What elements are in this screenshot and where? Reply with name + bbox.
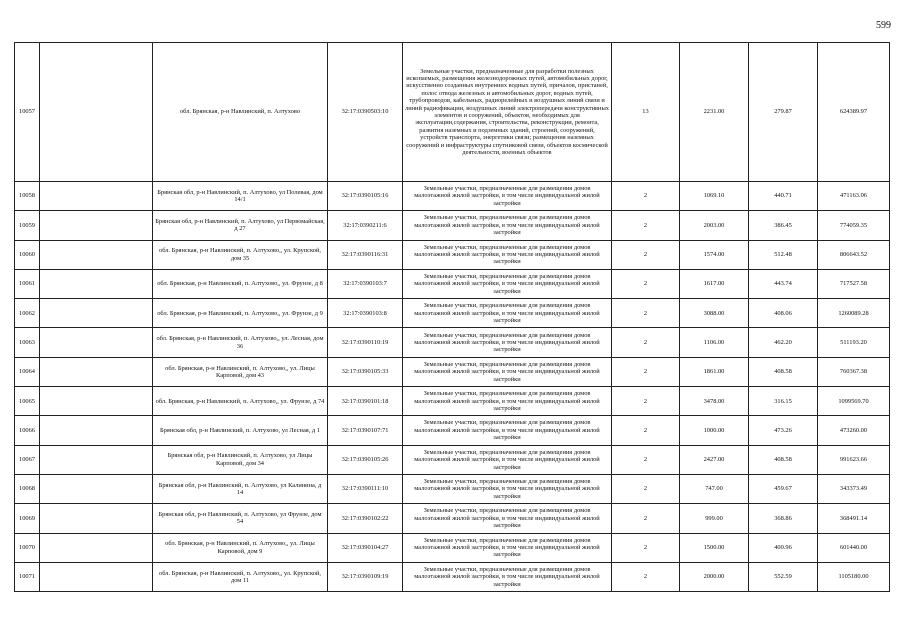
land-use-cell: Земельные участки, предназначенные для разработки полезных ископаемых, размещения железнодорожных путей, автомобильных дорог, искусственно созданных внутренних водных путей, причалов, пристаней, полос отвода железных и автомобильных дорог, водных путей, трубопроводов, кабельных, радиорелейных и воздушных линий связи и линий радиофикации, воздушных линий электропередачи конструктивных элементов и сооружений, объектов, необходимых для эксплуатации,содержания, строительства, реконструкции, ремонта, развития наземных и подземных зданий, строений, сооружений, устройств транспорта, энергетики связи; размещения наземных сооружений и инфраструктуры спутниковой связи, объектов космической деятельности, военных объектов	[403, 43, 612, 182]
table-row	[15, 357, 890, 386]
area-cell: 1861.00	[680, 357, 749, 386]
specific-value-cell: 316.15	[749, 387, 818, 416]
page-number: 599	[876, 20, 891, 31]
address-cell: Брянская обл, р-н Навлинский, п. Алтухово, ул Лесная, д 1	[153, 416, 328, 445]
cadastral-number-cell: 32:17:0390211:6	[328, 211, 403, 240]
address-cell: обл. Брянская, р-н Навлинский, п. Алтухово,, ул. Фрунзе, д 8	[153, 269, 328, 298]
area-cell: 747.00	[680, 474, 749, 503]
address-cell: обл. Брянская, р-н Навлинский, п. Алтухово,, ул. Лицы Карповой, дом 43	[153, 357, 328, 386]
cadastral-value-cell: 774059.35	[818, 211, 890, 240]
cadastral-value-cell: 511193.20	[818, 328, 890, 357]
address-cell: обл. Брянская, р-н Навлинский, п. Алтухово,, ул. Лицы Карповой, дом 9	[153, 533, 328, 562]
table-row	[15, 240, 890, 269]
address-cell: обл. Брянская, р-н Навлинский, п. Алтухово,, ул. Фрунзе, д 74	[153, 387, 328, 416]
blank-cell	[40, 269, 153, 298]
land-use-cell: Земельные участки, предназначенные для размещения домов малоэтажной жилой застройки, в том числе индивидуальной жилой застройки	[403, 269, 612, 298]
group-cell: 2	[612, 533, 680, 562]
specific-value-cell: 512.48	[749, 240, 818, 269]
cadastral-value-cell: 991623.66	[818, 445, 890, 474]
cadastral-value-table	[14, 42, 890, 592]
address-cell: Брянская обл, р-н Навлинский, п. Алтухово, ул Калинина, д 14	[153, 474, 328, 503]
cadastral-number-cell: 32:17:0390102:22	[328, 504, 403, 533]
land-use-cell: Земельные участки, предназначенные для размещения домов малоэтажной жилой застройки, в том числе индивидуальной жилой застройки	[403, 445, 612, 474]
row-id: 10064	[15, 357, 40, 386]
land-use-cell: Земельные участки, предназначенные для размещения домов малоэтажной жилой застройки, в том числе индивидуальной жилой застройки	[403, 562, 612, 591]
address-cell: Брянская обл, р-н Навлинский, п. Алтухово, ул Полевая, дом 14/1	[153, 182, 328, 211]
cadastral-number-cell: 32:17:0390105:16	[328, 182, 403, 211]
blank-cell	[40, 211, 153, 240]
area-cell: 2427.00	[680, 445, 749, 474]
blank-cell	[40, 416, 153, 445]
specific-value-cell: 552.59	[749, 562, 818, 591]
address-cell: Брянская обл, р-н Навлинский, п. Алтухово, ул Первомайская, д 27	[153, 211, 328, 240]
cadastral-value-cell: 471163.06	[818, 182, 890, 211]
group-cell: 2	[612, 182, 680, 211]
specific-value-cell: 400.96	[749, 533, 818, 562]
land-use-cell: Земельные участки, предназначенные для размещения домов малоэтажной жилой застройки, в том числе индивидуальной жилой застройки	[403, 211, 612, 240]
group-cell: 2	[612, 474, 680, 503]
area-cell: 1069.10	[680, 182, 749, 211]
row-id: 10066	[15, 416, 40, 445]
cadastral-value-cell: 368491.14	[818, 504, 890, 533]
cadastral-number-cell: 32:17:0390111:10	[328, 474, 403, 503]
land-use-cell: Земельные участки, предназначенные для размещения домов малоэтажной жилой застройки, в том числе индивидуальной жилой застройки	[403, 299, 612, 328]
area-cell: 1500.00	[680, 533, 749, 562]
table-body	[15, 43, 890, 592]
table-row	[15, 474, 890, 503]
cadastral-number-cell: 32:17:0390116:31	[328, 240, 403, 269]
blank-cell	[40, 387, 153, 416]
blank-cell	[40, 182, 153, 211]
cadastral-number-cell: 32:17:0390101:18	[328, 387, 403, 416]
blank-cell	[40, 533, 153, 562]
land-use-cell: Земельные участки, предназначенные для размещения домов малоэтажной жилой застройки, в том числе индивидуальной жилой застройки	[403, 357, 612, 386]
group-cell: 2	[612, 416, 680, 445]
group-cell: 2	[612, 211, 680, 240]
row-id: 10068	[15, 474, 40, 503]
area-cell: 3088.00	[680, 299, 749, 328]
specific-value-cell: 440.71	[749, 182, 818, 211]
cadastral-number-cell: 32:17:0390107:71	[328, 416, 403, 445]
row-id: 10067	[15, 445, 40, 474]
group-cell: 2	[612, 328, 680, 357]
address-cell: обл. Брянская, р-н Навлинский, п. Алтухово	[153, 43, 328, 182]
cadastral-number-cell: 32:17:0390104:27	[328, 533, 403, 562]
row-id: 10059	[15, 211, 40, 240]
area-cell: 1574.00	[680, 240, 749, 269]
cadastral-number-cell: 32:17:0390103:8	[328, 299, 403, 328]
blank-cell	[40, 504, 153, 533]
row-id: 10062	[15, 299, 40, 328]
address-cell: обл. Брянская, р-н Навлинский, п. Алтухово,, ул. Крупской, дом 35	[153, 240, 328, 269]
cadastral-number-cell: 32:17:0390103:7	[328, 269, 403, 298]
land-use-cell: Земельные участки, предназначенные для размещения домов малоэтажной жилой застройки, в том числе индивидуальной жилой застройки	[403, 533, 612, 562]
land-use-cell: Земельные участки, предназначенные для размещения домов малоэтажной жилой застройки, в том числе индивидуальной жилой застройки	[403, 504, 612, 533]
blank-cell	[40, 299, 153, 328]
cadastral-number-cell: 32:17:0390503:10	[328, 43, 403, 182]
table-row	[15, 562, 890, 591]
blank-cell	[40, 328, 153, 357]
land-use-cell: Земельные участки, предназначенные для размещения домов малоэтажной жилой застройки, в том числе индивидуальной жилой застройки	[403, 387, 612, 416]
blank-cell	[40, 240, 153, 269]
land-use-cell: Земельные участки, предназначенные для размещения домов малоэтажной жилой застройки, в том числе индивидуальной жилой застройки	[403, 240, 612, 269]
row-id: 10063	[15, 328, 40, 357]
specific-value-cell: 408.58	[749, 445, 818, 474]
specific-value-cell: 408.06	[749, 299, 818, 328]
address-cell: обл. Брянская, р-н Навлинский, п. Алтухово,, ул. Лесная, дом 36	[153, 328, 328, 357]
specific-value-cell: 443.74	[749, 269, 818, 298]
cadastral-value-cell: 1260089.28	[818, 299, 890, 328]
table-row	[15, 387, 890, 416]
area-cell: 3478.00	[680, 387, 749, 416]
table-row	[15, 211, 890, 240]
table-row	[15, 533, 890, 562]
cadastral-value-cell: 1099569.70	[818, 387, 890, 416]
cadastral-value-cell: 624389.97	[818, 43, 890, 182]
table-row	[15, 299, 890, 328]
cadastral-value-cell: 717527.58	[818, 269, 890, 298]
cadastral-number-cell: 32:17:0390105:26	[328, 445, 403, 474]
table-row	[15, 43, 890, 182]
area-cell: 2231.00	[680, 43, 749, 182]
table-row	[15, 445, 890, 474]
row-id: 10070	[15, 533, 40, 562]
table-row	[15, 328, 890, 357]
row-id: 10060	[15, 240, 40, 269]
group-cell: 2	[612, 299, 680, 328]
cadastral-value-cell: 343373.49	[818, 474, 890, 503]
area-cell: 2000.00	[680, 562, 749, 591]
cadastral-number-cell: 32:17:0390109:19	[328, 562, 403, 591]
specific-value-cell: 473.26	[749, 416, 818, 445]
table-row	[15, 416, 890, 445]
row-id: 10058	[15, 182, 40, 211]
cadastral-number-cell: 32:17:0390110:19	[328, 328, 403, 357]
land-use-cell: Земельные участки, предназначенные для размещения домов малоэтажной жилой застройки, в том числе индивидуальной жилой застройки	[403, 328, 612, 357]
specific-value-cell: 386.45	[749, 211, 818, 240]
address-cell: Брянская обл, р-н Навлинский, п. Алтухово, ул Лицы Карповой, дом 34	[153, 445, 328, 474]
blank-cell	[40, 562, 153, 591]
cadastral-value-cell: 601440.00	[818, 533, 890, 562]
land-use-cell: Земельные участки, предназначенные для размещения домов малоэтажной жилой застройки, в том числе индивидуальной жилой застройки	[403, 474, 612, 503]
group-cell: 2	[612, 445, 680, 474]
address-cell: обл. Брянская, р-н Навлинский, п. Алтухово,, ул. Крупской, дом 11	[153, 562, 328, 591]
address-cell: Брянская обл, р-н Навлинский, п. Алтухово, ул Фрунзе, дом 54	[153, 504, 328, 533]
group-cell: 2	[612, 269, 680, 298]
specific-value-cell: 368.86	[749, 504, 818, 533]
cadastral-value-cell: 1105180.00	[818, 562, 890, 591]
area-cell: 1000.00	[680, 416, 749, 445]
group-cell: 2	[612, 504, 680, 533]
blank-cell	[40, 445, 153, 474]
land-use-cell: Земельные участки, предназначенные для размещения домов малоэтажной жилой застройки, в том числе индивидуальной жилой застройки	[403, 182, 612, 211]
row-id: 10069	[15, 504, 40, 533]
group-cell: 2	[612, 387, 680, 416]
group-cell: 2	[612, 357, 680, 386]
cadastral-value-cell: 806643.52	[818, 240, 890, 269]
specific-value-cell: 459.67	[749, 474, 818, 503]
specific-value-cell: 408.58	[749, 357, 818, 386]
blank-cell	[40, 43, 153, 182]
area-cell: 999.00	[680, 504, 749, 533]
table-row	[15, 269, 890, 298]
blank-cell	[40, 357, 153, 386]
address-cell: обл. Брянская, р-н Навлинский, п. Алтухово,, ул. Фрунзе, д 9	[153, 299, 328, 328]
land-use-cell: Земельные участки, предназначенные для размещения домов малоэтажной жилой застройки, в том числе индивидуальной жилой застройки	[403, 416, 612, 445]
cadastral-value-cell: 473260.00	[818, 416, 890, 445]
table-row	[15, 504, 890, 533]
group-cell: 13	[612, 43, 680, 182]
cadastral-number-cell: 32:17:0390105:33	[328, 357, 403, 386]
row-id: 10065	[15, 387, 40, 416]
cadastral-value-cell: 760367.38	[818, 357, 890, 386]
blank-cell	[40, 474, 153, 503]
specific-value-cell: 279.87	[749, 43, 818, 182]
area-cell: 1617.00	[680, 269, 749, 298]
specific-value-cell: 462.20	[749, 328, 818, 357]
group-cell: 2	[612, 562, 680, 591]
row-id: 10057	[15, 43, 40, 182]
row-id: 10061	[15, 269, 40, 298]
group-cell: 2	[612, 240, 680, 269]
area-cell: 1106.00	[680, 328, 749, 357]
row-id: 10071	[15, 562, 40, 591]
area-cell: 2003.00	[680, 211, 749, 240]
table-row	[15, 182, 890, 211]
